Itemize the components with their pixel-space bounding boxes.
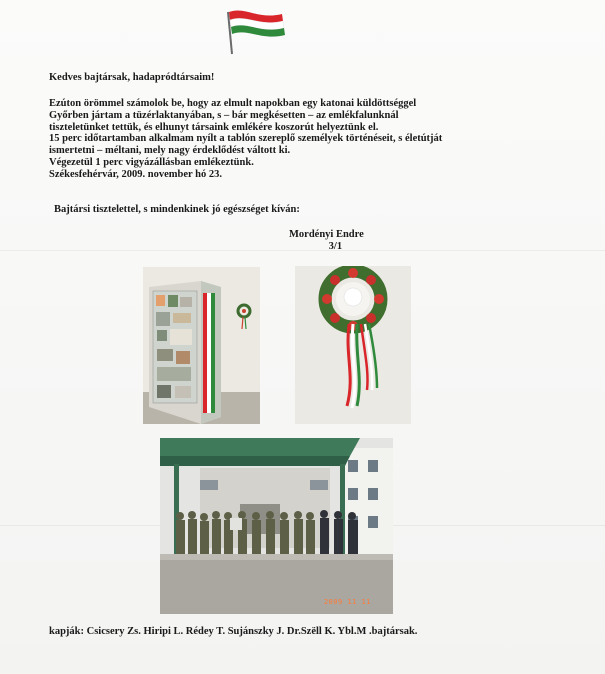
- group-photo: [160, 438, 393, 614]
- body-line: ismertetni – méltani, mely nagy érdeklődést váltott ki.: [49, 145, 291, 157]
- hungarian-flag-icon: [220, 6, 290, 56]
- body-line: Székesfehérvár, 2009. november hó 23.: [49, 168, 222, 180]
- signature: [289, 229, 364, 253]
- closing-line: Bajtársi tisztelettel, s mindenkinek jó egészséget kíván:: [54, 204, 300, 215]
- greeting: Kedves bajtársak, hadapródtársaim!: [49, 72, 215, 83]
- memorial-board-photo: [143, 267, 260, 424]
- photo-date-stamp: 2009 11 11: [323, 598, 371, 606]
- body-line: Győrben jártam a tüzérlaktanyában, s – bár megkésetten – az emlékfalunknál: [49, 109, 399, 121]
- body-line: tiszteletünket tettük, és elhunyt társaink emlékére koszorút helyeztünk el.: [49, 121, 379, 133]
- wreath-photo: [295, 266, 411, 424]
- body-line: Végezetül 1 perc vigyázállásban emlékeztünk.: [49, 156, 254, 168]
- recipients-line: kapják: Csicsery Zs. Hiripi L. Rédey T. Sujánszky J. Dr.Szëll K. Ybl.M .bajtársak.: [49, 626, 418, 637]
- body-line: 15 perc időtartamban alkalmam nyílt a tablón szereplő személyek történéseit, s életútját: [49, 133, 443, 145]
- signature-name: Mordényi Endre: [289, 229, 364, 240]
- letter-body: [49, 98, 442, 181]
- body-line: Ezúton örömmel számolok be, hogy az elmult napokban egy katonai küldöttséggel: [49, 98, 417, 109]
- signature-code: 3/1: [328, 241, 343, 252]
